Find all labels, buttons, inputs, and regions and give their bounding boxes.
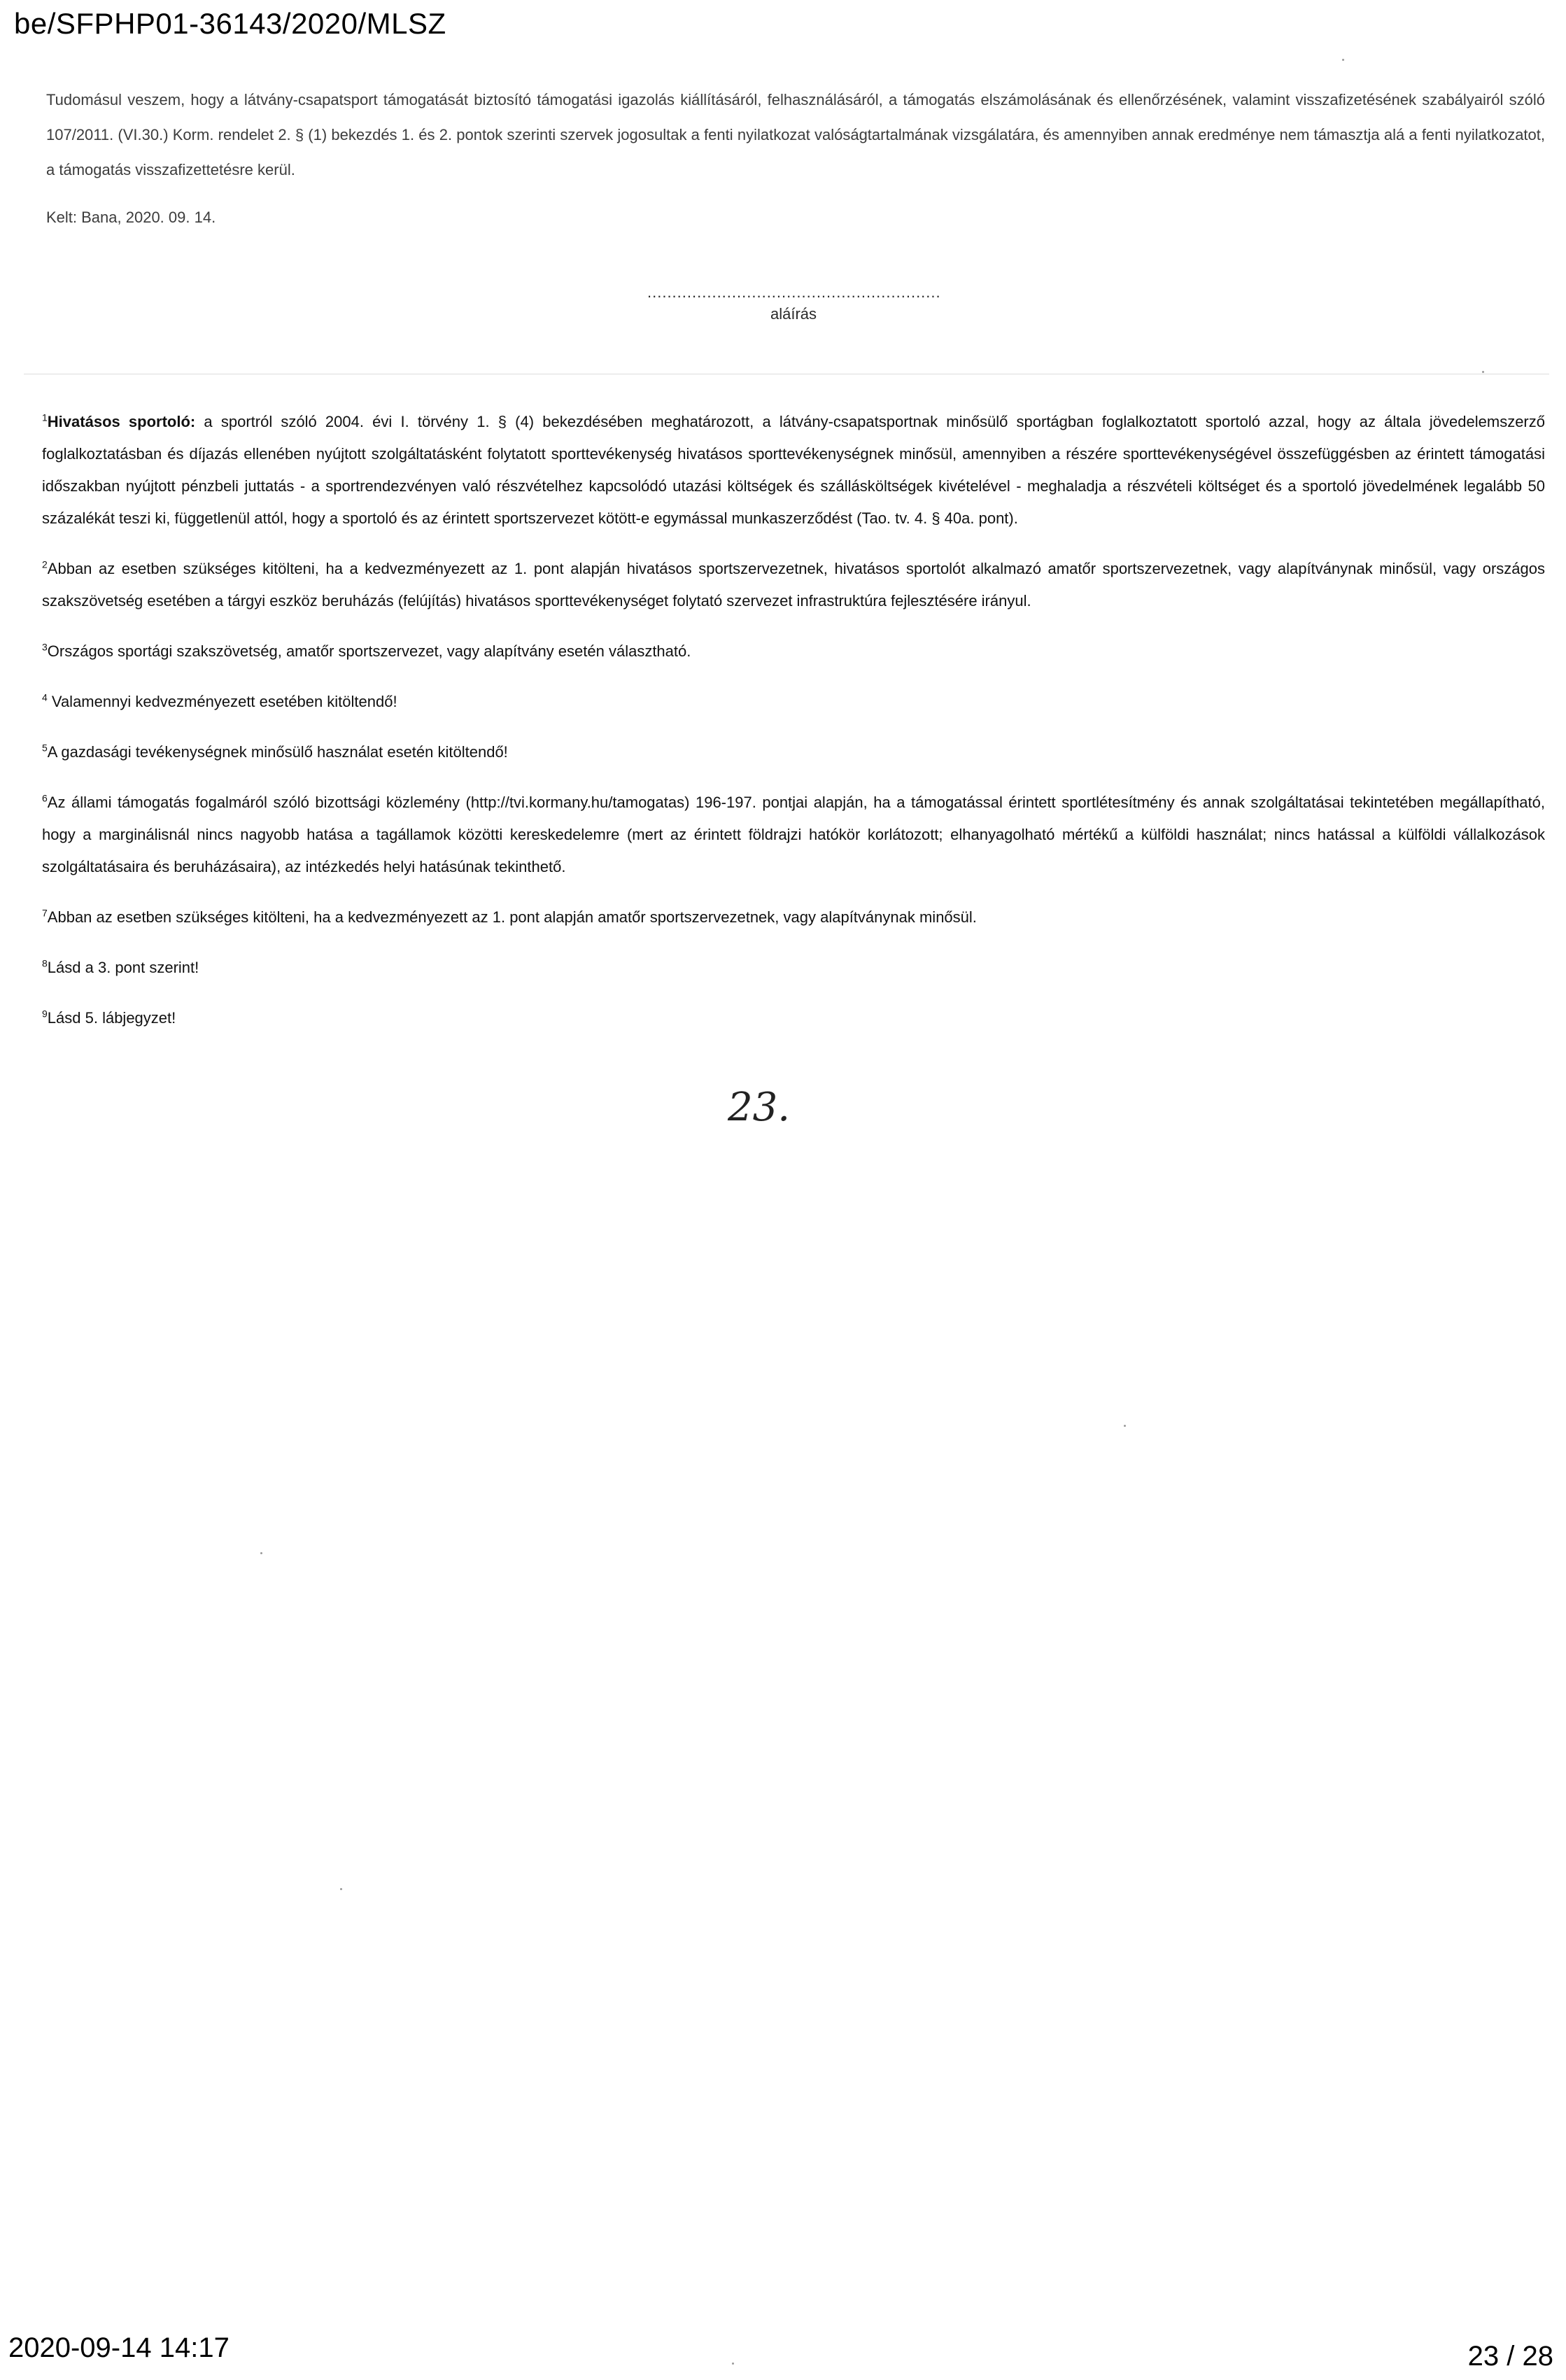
scan-speck <box>1342 59 1344 61</box>
footnote-number: 1 <box>42 411 48 423</box>
footnote-number: 8 <box>42 957 48 969</box>
footnote-text: Abban az esetben szükséges kitölteni, ha a kedvezményezett az 1. pont alapján amatőr sportszervezetnek, vagy alapítványnak minősül. <box>47 908 977 926</box>
scan-speck <box>1124 1425 1126 1427</box>
footnote-text: Valamennyi kedvezményezett esetében kitöltendő! <box>47 693 397 710</box>
scan-speck <box>1482 371 1484 373</box>
footnote-6 <box>42 787 1545 883</box>
footnotes-section <box>42 406 1545 1052</box>
footnote-5 <box>42 736 1545 768</box>
footnote-1 <box>42 406 1545 535</box>
footnote-text: Az állami támogatás fogalmáról szóló bizottsági közlemény (http://tvi.kormany.hu/tamogatas) 196-197. pontjai alapján, ha a támogatással érintett sportlétesítmény és annak szolgáltatásai tekintetében megállapítható, hogy a marginálisnál nincs nagyobb hatása a tagállamok közötti kereskedelemre (mert az érintett földrajzi hatókör korlátozott; elhanyagolható mértékű a külföldi használat; nincs hatással a külföldi vállalkozások szolgáltatásaira és beruházásaira), az intézkedés helyi hatásúnak tekinthető. <box>42 794 1545 875</box>
footnote-number: 6 <box>42 792 48 804</box>
footnote-term: Hivatásos sportoló: <box>47 413 196 430</box>
footnote-3 <box>42 635 1545 668</box>
footnote-text: Lásd a 3. pont szerint! <box>47 959 199 976</box>
footnote-text: Lásd 5. lábjegyzet! <box>47 1009 176 1027</box>
date-place-line: Kelt: Bana, 2020. 09. 14. <box>46 209 216 226</box>
footnote-number: 4 <box>42 691 48 703</box>
footnote-number: 9 <box>42 1008 48 1020</box>
footer-page-number: 23 / 28 <box>1467 2341 1553 2372</box>
scan-speck <box>260 1552 262 1554</box>
footnote-2 <box>42 553 1545 617</box>
signature-label: aláírás <box>770 305 817 323</box>
footnote-9 <box>42 1002 1545 1034</box>
document-id: be/SFPHP01-36143/2020/MLSZ <box>14 7 446 40</box>
declaration-paragraph: Tudomásul veszem, hogy a látvány-csapatsport támogatását biztosító támogatási igazolás kiállításáról, felhasználásáról, a támogatás elszámolásának és ellenőrzésének, valamint visszafizetésének szabályairól szóló 107/2011. (VI.30.) Korm. rendelet 2. § (1) bekezdés 1. és 2. pontok szerinti szervek jogosultak a fenti nyilatkozat valóságtartalmának vizsgálatára, és amennyiben annak eredménye nem támasztja alá a fenti nyilatkozatot, a támogatás visszafizettetésre kerül. <box>46 91 1545 178</box>
footnote-number: 2 <box>42 558 48 570</box>
footnote-number: 5 <box>42 742 48 754</box>
footnote-text: A gazdasági tevékenységnek minősülő használat esetén kitöltendő! <box>47 743 508 761</box>
footnote-text: a sportról szóló 2004. évi I. törvény 1. § (4) bekezdésében meghatározott, a látvány-csapatsportnak minősülő sportágban foglalkoztatott sportoló azzal, hogy az általa jövedelemszerző foglalkoztatásban és díjazás ellenében nyújtott szolgáltatásként folytatott sporttevékenység hivatásos sporttevékenységnek minősül, amennyiben a részére sporttevékenységével összefüggésben az érintett támogatási időszakban nyújtott pénzbeli juttatás - a sportrendezvényen való részvételhez kapcsolódó utazási költségek és szállásköltségek kivételével - meghaladja a részvételi költséget és a sportoló jövedelmének legalább 50 százalékát teszi ki, függetlenül attól, hogy a sportoló és az érintett sportszervezet kötött-e egymással munkaszerződést (Tao. tv. 4. § 40a. pont). <box>42 413 1545 527</box>
footnote-text: Abban az esetben szükséges kitölteni, ha a kedvezményezett az 1. pont alapján hivatásos sportszervezetnek, hivatásos sportolót alkalmazó amatőr sportszervezetnek, vagy alapítványnak minősül, vagy országos szakszövetség esetében a tárgyi eszköz beruházás (felújítás) hivatásos sporttevékenységet folytató szervezet infrastruktúra fejlesztésére irányul. <box>42 560 1545 610</box>
scan-speck <box>732 2363 734 2365</box>
footnote-number: 7 <box>42 907 48 919</box>
footnote-number: 3 <box>42 641 48 653</box>
footnote-4 <box>42 686 1545 718</box>
scan-speck <box>340 1888 342 1890</box>
signature-line: ........................................................... <box>647 283 941 301</box>
footnote-text: Országos sportági szakszövetség, amatőr sportszervezet, vagy alapítvány esetén választható. <box>47 642 691 660</box>
footer-timestamp: 2020-09-14 14:17 <box>8 2332 230 2363</box>
handwritten-page-number: 23. <box>728 1085 791 1130</box>
footnote-7 <box>42 901 1545 934</box>
footnote-8 <box>42 952 1545 984</box>
